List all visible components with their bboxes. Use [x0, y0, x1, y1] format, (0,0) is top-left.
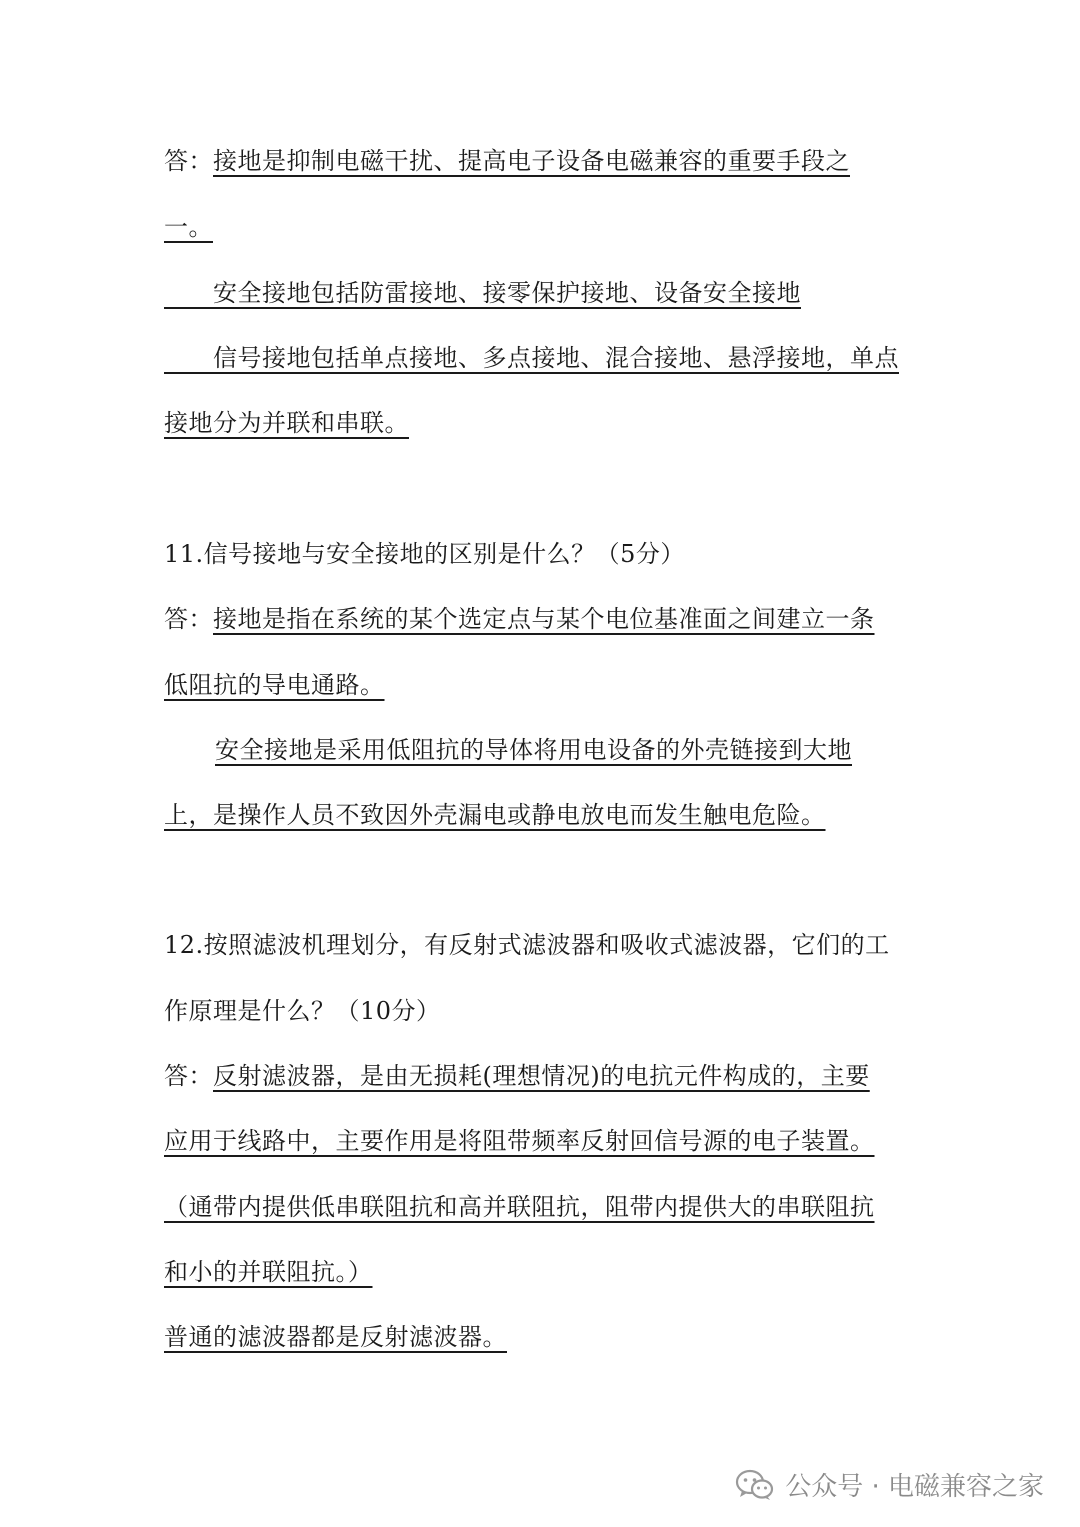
answer-10-line-2: 一。	[164, 213, 213, 241]
answer-12-line-1	[164, 1061, 870, 1091]
watermark-text: 公众号 · 电磁兼容之家	[785, 1472, 1044, 1502]
question-12-text-line-1: 12.按照滤波机理划分，有反射式滤波器和吸收式滤波器，它们的工	[164, 931, 890, 959]
answer-text: 接地是指在系统的某个选定点与某个电位基准面之间建立一条	[213, 605, 875, 633]
question-11-text: 11.信号接地与安全接地的区别是什么？（5分）	[164, 540, 685, 568]
answer-12-line-2: 应用于线路中，主要作用是将阻带频率反射回信号源的电子装置。	[164, 1127, 875, 1155]
answer-12-line-4: 和小的并联阻抗。）	[164, 1258, 373, 1286]
answer-11-line-2: 低阻抗的导电通路。	[164, 671, 385, 699]
answer-10-line-4: 信号接地包括单点接地、多点接地、混合接地、悬浮接地，单点	[164, 344, 899, 372]
answer-text: 反射滤波器，是由无损耗(理想情况)的电抗元件构成的，主要	[213, 1062, 870, 1090]
answer-11-line-3: 安全接地是采用低阻抗的导体将用电设备的外壳链接到大地	[215, 736, 852, 764]
answer-text: 接地是抑制电磁干扰、提高电子设备电磁兼容的重要手段之	[213, 147, 850, 175]
answer-prefix: 答：	[164, 1062, 213, 1090]
answer-11-line-1	[164, 604, 875, 634]
watermark	[735, 1466, 1044, 1503]
answer-10-line-5: 接地分为并联和串联。	[164, 409, 409, 437]
answer-12-line-5: 普通的滤波器都是反射滤波器。	[164, 1323, 507, 1351]
answer-12-line-3: （通带内提供低串联阻抗和高并联阻抗，阻带内提供大的串联阻抗	[164, 1193, 875, 1221]
answer-prefix: 答：	[164, 605, 213, 633]
answer-10-line-3: 安全接地包括防雷接地、接零保护接地、设备安全接地	[164, 279, 801, 307]
answer-10-line-1	[164, 146, 850, 176]
question-12-text-line-2: 作原理是什么？（10分）	[164, 997, 441, 1025]
answer-prefix: 答：	[164, 147, 213, 175]
wechat-icon	[735, 1468, 775, 1502]
answer-11-line-4: 上，是操作人员不致因外壳漏电或静电放电而发生触电危险。	[164, 801, 826, 829]
